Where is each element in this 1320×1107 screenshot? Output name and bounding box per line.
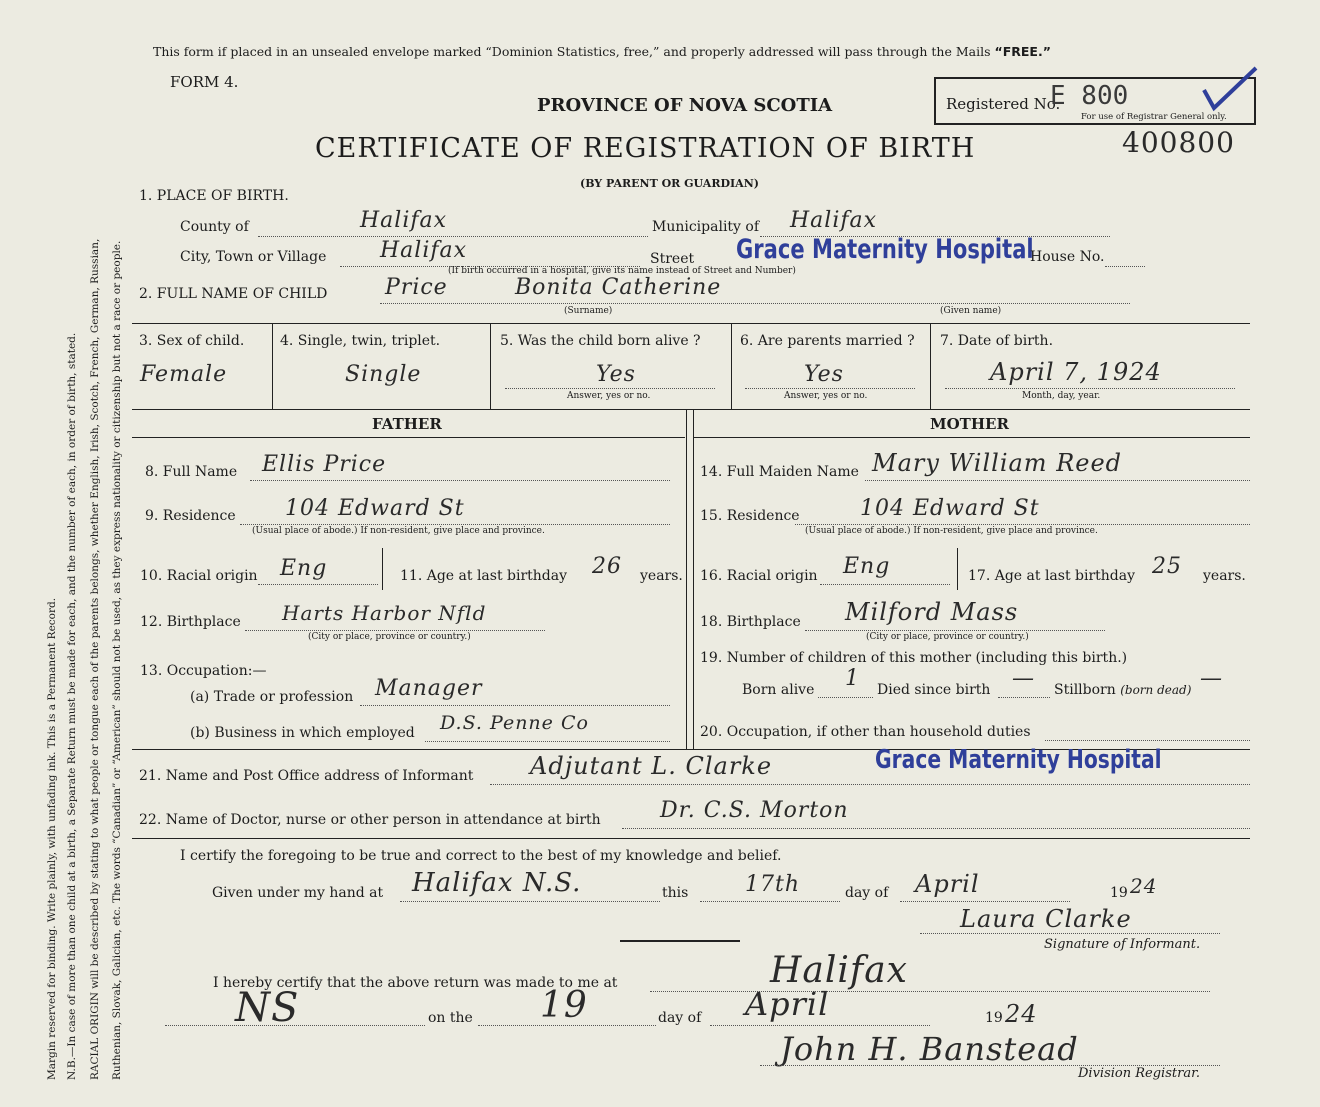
doctor-label: 22. Name of Doctor, nurse or other person in attendance at birth [139,812,601,828]
mother-name-label: 14. Full Maiden Name [700,464,859,480]
given-at-place: Halifax N.S. [412,868,582,898]
city-value: Halifax [380,238,468,263]
father-age-value: 26 [592,554,622,579]
margin-note-multiple-births: N.B.—In case of more than one child at a birth, a Separate Return must be made for each, and the number of each, in order of birth, stated. [66,332,78,1080]
registered-note: For use of Registrar General only. [1081,112,1227,122]
father-age-years: years. [640,568,683,584]
check-mark-icon [1200,62,1260,116]
mother-birthplace-note: (City or place, province or country.) [866,632,1029,642]
given-day-of-label: day of [845,885,889,901]
given-month: April [915,870,980,898]
registrar-day: 19 [540,985,588,1026]
place-of-birth-heading: 1. PLACE OF BIRTH. [139,188,289,204]
top-notice-free: “FREE.” [994,44,1051,59]
mother-birthplace-value: Milford Mass [845,598,1019,626]
margin-note-binding: Margin reserved for binding. Write plainly, with unfading ink. This is a Permanent Record. [46,597,58,1080]
mother-residence-note: (Usual place of abode.) If non-resident, give place and province. [805,526,1098,536]
plurality-label: 4. Single, twin, triplet. [280,333,441,349]
handwritten-registration-number: 400800 [1122,126,1235,159]
mother-racial-value: Eng [843,554,891,579]
street-value-stamp: Grace Maternity Hospital [736,234,1034,265]
mother-racial-label: 16. Racial origin [700,568,818,584]
mother-heading: MOTHER [930,415,1009,433]
registered-label: Registered No. [946,95,1061,113]
registrar-day-of-label: day of [658,1010,702,1026]
registrar-signature-label: Division Registrar. [1078,1066,1200,1081]
given-this-label: this [662,885,689,901]
child-name-label: 2. FULL NAME OF CHILD [139,286,328,302]
child-surname: Price [385,275,448,300]
father-residence-value: 104 Edward St [285,496,465,521]
father-trade-value: Manager [375,676,483,701]
plurality-value: Single [345,362,422,387]
parents-married-label: 6. Are parents married ? [740,333,915,349]
father-birthplace-note: (City or place, province or country.) [308,632,471,642]
father-racial-value: Eng [280,556,328,581]
father-name-label: 8. Full Name [145,464,238,480]
mother-birthplace-label: 18. Birthplace [700,614,801,630]
father-age-label: 11. Age at last birthday [400,568,568,584]
date-of-birth-label: 7. Date of birth. [940,333,1054,349]
sex-value: Female [140,362,228,387]
county-label: County of [180,219,249,235]
hospital-note: (If birth occurred in a hospital, give its name instead of Street and Number) [448,266,796,276]
father-birthplace-label: 12. Birthplace [140,614,241,630]
given-at-label: Given under my hand at [212,885,384,901]
father-business-label: (b) Business in which employed [190,725,415,741]
father-residence-note: (Usual place of abode.) If non-resident, give place and province. [252,526,545,536]
doctor-name: Dr. C.S. Morton [660,798,849,823]
date-of-birth-note: Month, day, year. [1022,391,1101,401]
registrar-place: Halifax [770,950,908,991]
house-number-label: House No. [1030,249,1105,265]
mother-age-label: 17. Age at last birthday [968,568,1136,584]
born-alive-count-label: Born alive [742,682,815,698]
child-given-name: Bonita Catherine [515,275,722,300]
form-number: FORM 4. [170,73,239,91]
top-notice-text: This form if placed in an unsealed envelope marked “Dominion Statistics, free,” and properly addressed will pass through the Mails [153,44,991,59]
certificate-title: CERTIFICATE OF REGISTRATION OF BIRTH [315,133,976,164]
born-alive-note: Answer, yes or no. [567,391,651,401]
given-day: 17th [745,872,801,897]
given-name-note: (Given name) [940,306,1002,316]
died-since-birth-label: Died since birth [877,682,991,698]
informant-signature: Laura Clarke [960,905,1132,933]
province-heading: PROVINCE OF NOVA SCOTIA [537,95,833,116]
mother-age-years: years. [1203,568,1246,584]
stillborn-label-text: Stillborn [1054,682,1116,698]
certificate-subtitle: (BY PARENT OR GUARDIAN) [580,177,759,190]
parents-married-value: Yes [804,362,844,387]
registrar-year-prefix: 19 [985,1010,1003,1026]
registrar-month: April [745,985,830,1023]
county-value: Halifax [360,208,448,233]
mother-name-value: Mary William Reed [872,449,1123,477]
born-alive-label: 5. Was the child born alive ? [500,333,701,349]
registrar-on-the-label: on the [428,1010,473,1026]
father-name-value: Ellis Price [262,452,387,477]
street-label: Street [650,251,695,267]
registrar-statement: I hereby certify that the above return was made to me at [213,975,618,991]
born-alive-value: Yes [596,362,636,387]
mother-age-value: 25 [1152,554,1182,579]
given-year: 24 [1130,874,1158,898]
date-of-birth-value: April 7, 1924 [990,358,1162,386]
sex-label: 3. Sex of child. [139,333,245,349]
informant-signature-label: Signature of Informant. [1044,937,1201,952]
given-year-prefix: 19 [1110,885,1128,901]
mother-residence-value: 104 Edward St [860,496,1040,521]
surname-note: (Surname) [564,306,613,316]
parents-married-note: Answer, yes or no. [784,391,868,401]
registered-number: E 800 [1050,81,1129,111]
mother-residence-label: 15. Residence [700,508,800,524]
stillborn-value: — [1200,666,1223,691]
children-count-label: 19. Number of children of this mother (including this birth.) [700,650,1128,666]
certify-statement: I certify the foregoing to be true and correct to the best of my knowledge and belief. [180,848,782,864]
registrar-signature: John H. Banstead [780,1030,1079,1068]
father-occupation-label: 13. Occupation:— [140,663,267,679]
margin-note-racial-origin-2: Ruthenian, Slovak, Galician, etc. The words “Canadian” or “American” should not be used, as they express nationality or citizenship but not a race or people. [111,240,123,1080]
top-notice [153,44,1051,59]
father-residence-label: 9. Residence [145,508,236,524]
municipality-label: Municipality of [652,219,760,235]
registrar-year: 24 [1005,1000,1038,1028]
father-business-value: D.S. Penne Co [440,712,589,734]
stillborn-label [1054,682,1191,698]
informant-label: 21. Name and Post Office address of Informant [139,768,474,784]
father-birthplace-value: Harts Harbor Nfld [282,601,487,625]
born-alive-count: 1 [845,666,860,691]
registrar-initials: NS [235,985,300,1031]
informant-name: Adjutant L. Clarke [530,752,773,780]
municipality-value: Halifax [790,208,878,233]
father-trade-label: (a) Trade or profession [190,689,354,705]
stillborn-note: (born dead) [1120,683,1192,697]
city-label: City, Town or Village [180,249,327,265]
father-heading: FATHER [372,415,442,433]
margin-note-racial-origin-1: RACIAL ORIGIN will be described by stating to what people or tongue each of the parents belongs, whether English, Irish, Scotch, French, German, Russian, [89,238,101,1080]
mother-occupation-label: 20. Occupation, if other than household duties [700,724,1031,740]
father-racial-label: 10. Racial origin [140,568,258,584]
died-since-birth-value: — [1012,666,1035,691]
informant-address-stamp: Grace Maternity Hospital [875,745,1162,775]
